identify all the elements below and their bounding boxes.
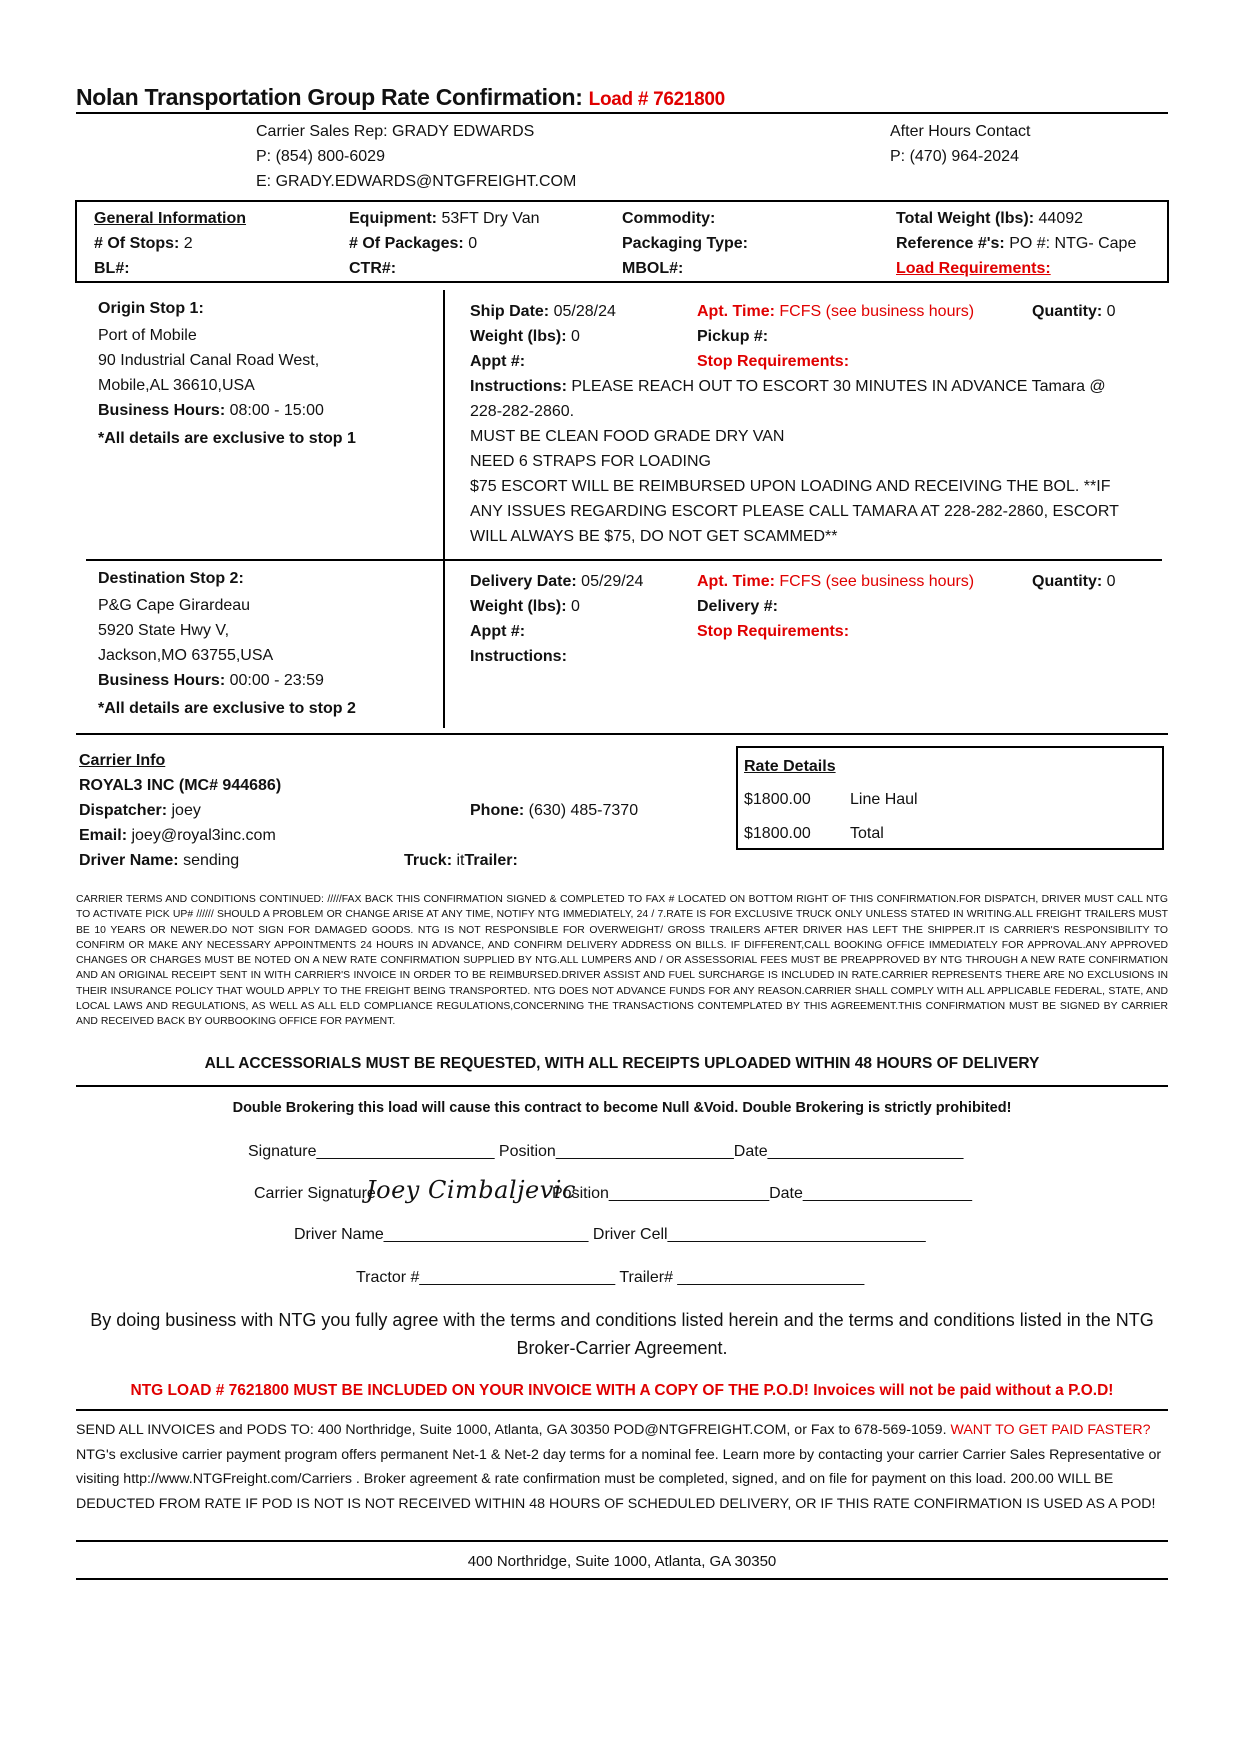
ctr-field: CTR#: <box>349 260 397 277</box>
sales-rep-phone: P: (854) 800-6029 <box>256 148 385 165</box>
mbol-field: MBOL#: <box>622 260 684 277</box>
stops-field: # Of Stops: 2 <box>94 235 193 252</box>
carrier-signature-position-date[interactable]: Position__________________Date___________________ <box>552 1185 972 1202</box>
origin-instructions: Instructions: PLEASE REACH OUT TO ESCORT 30 MINUTES IN ADVANCE Tamara @ <box>470 378 1106 395</box>
origin-instructions-line: MUST BE CLEAN FOOD GRADE DRY VAN <box>470 428 785 445</box>
destination-heading: Destination Stop 2: <box>98 570 244 587</box>
reference-field: Reference #'s: PO #: NTG- Cape <box>896 235 1137 252</box>
invoice-divider <box>76 1409 1168 1411</box>
origin-weight: Weight (lbs): 0 <box>470 328 580 345</box>
origin-name: Port of Mobile <box>98 327 197 344</box>
origin-instructions-line: NEED 6 STRAPS FOR LOADING <box>470 453 711 470</box>
sales-rep: Carrier Sales Rep: GRADY EDWARDS <box>256 123 535 140</box>
rate-row-amount: $1800.00 <box>744 825 811 842</box>
packages-field: # Of Packages: 0 <box>349 235 478 252</box>
footer-bottom-divider <box>76 1578 1168 1580</box>
origin-address: 90 Industrial Canal Road West, <box>98 352 320 369</box>
rate-details-heading: Rate Details <box>744 758 836 775</box>
double-brokering-notice: Double Brokering this load will cause this contract to become Null &Void. Double Brokering is strictly prohibited! <box>232 1100 1012 1116</box>
origin-exclusive-note: *All details are exclusive to stop 1 <box>98 430 356 447</box>
destination-apt-time: Apt. Time: FCFS (see business hours) <box>697 573 975 590</box>
origin-city: Mobile,AL 36610,USA <box>98 377 255 394</box>
accessorials-notice: ALL ACCESSORIALS MUST BE REQUESTED, WITH ALL RECEIPTS UPLOADED WITHIN 48 HOURS OF DELIVERY <box>204 1055 1040 1072</box>
carrier-signature-handwriting: Joey Cimbaljevic <box>366 1176 576 1204</box>
carrier-dispatcher: Dispatcher: joey <box>79 802 201 819</box>
total-weight-field: Total Weight (lbs): 44092 <box>896 210 1084 227</box>
packaging-field: Packaging Type: <box>622 235 748 252</box>
title-divider <box>76 112 1168 114</box>
destination-name: P&G Cape Girardeau <box>98 597 251 614</box>
rate-row-label: Line Haul <box>850 791 918 808</box>
load-number: Load # 7621800 <box>588 89 725 110</box>
destination-instructions: Instructions: <box>470 648 567 665</box>
destination-quantity: Quantity: 0 <box>1032 573 1116 590</box>
origin-heading: Origin Stop 1: <box>98 300 204 317</box>
page-title <box>76 84 725 111</box>
terms-and-conditions: CARRIER TERMS AND CONDITIONS CONTINUED: /////FAX BACK THIS CONFIRMATION SIGNED & COMPLETED TO FAX # LOCATED ON BOTTOM RIGHT OF THIS CONFIRMATION.FOR DISPATCH, DRIVER MUST CALL NTG TO ACTIVATE PICK UP# ////// SHOULD A PROBLEM OR CHANGE ARISE AT ANY TIME, NOTIFY NTG IMMEDIATELY, 24 / 7.RATE IS FOR EXCLUSIVE TRUCK ONLY UNLESS STATED IN WRITING.ALL FREIGHT TRAILERS MUST BE 10 YEARS OR NEWER.DO NOT SIGN FOR DAMAGED GOODS. NTG IS NOT RESPONSIBLE FOR OVERWEIGHT/ GROSS TRAILERS AFTER DRIVER HAS LEFT THE SHIPPER.IT IS CARRIER'S RESPONSIBILITY TO CONFIRM OR MAKE ANY NECESSARY APPOINTMENTS 24 HOURS IN ADVANCE, AND CONFIRM DELIVERY ADDRESS ON BILLS. IF DIFFERENT,CALL BOOKING OFFICE IMMEDIATELY FOR APPROVAL.ANY APPROVED CHANGES OR CHARGES MUST BE NOTED ON A NEW RATE CONFIRMATION SUPPLIED BY NTG.ALL LUMPERS AND / OR ASSESSORIAL FEES MUST BE PREAPPROVED BY NTG THROUGH A NEW RATE CONFIRMATION AND AN ORIGINAL RECEIPT SENT IN WITH CARRIER'S INVOICE IN ORDER TO BE REIMBURSED.DRIVER ASSIST AND FUEL SURCHARGE IS INCLUDED IN RATE.CARRIER REPRESENTS THERE ARE NO EXCLUSIONS IN THEIR INSURANCE POLICY THAT WOULD APPLY TO THE FREIGHT BEING TRANSPORTED. NTG DOES NOT ADVANCE FUNDS FOR ANY REASON.CARRIER SHALL COMPLY WITH ALL APPLICABLE FEDERAL, STATE, AND LOCAL LAWS AND REGULATIONS, AS WELL AS ALL ELD COMPLIANCE REGULATIONS,CONCERNING THE TRANSACTIONS CONTEMPLATED BY THIS AGREEMENT.THIS CONFIRMATION MUST BE SIGNED BY CARRIER AND RECEIVED BACK BY OURBOOKING OFFICE FOR PAYMENT. <box>76 894 1168 1028</box>
origin-pickup-number: Pickup #: <box>697 328 769 345</box>
load-requirements-label: Load Requirements: <box>896 260 1051 277</box>
stop-divider <box>86 559 1162 561</box>
origin-instructions-line: WILL ALWAYS BE $75, DO NOT GET SCAMMED** <box>470 528 838 545</box>
destination-stop-requirements: Stop Requirements: <box>697 623 850 640</box>
destination-delivery-number: Delivery #: <box>697 598 778 615</box>
carrier-signature-label[interactable]: Carrier Signature <box>254 1185 376 1202</box>
tractor-trailer-line[interactable]: Tractor #______________________ Trailer# _____________________ <box>356 1269 865 1286</box>
title-text: Nolan Transportation Group Rate Confirmation: <box>76 84 583 110</box>
carrier-name: ROYAL3 INC (MC# 944686) <box>79 777 282 794</box>
origin-quantity: Quantity: 0 <box>1032 303 1116 320</box>
destination-exclusive-note: *All details are exclusive to stop 2 <box>98 700 356 717</box>
agreement-notice: By doing business with NTG you fully agree with the terms and conditions listed herein and the terms and conditions listed in the NTG Broker-Carrier Agreement. <box>90 1310 1154 1358</box>
origin-instructions-line: 228-282-2860. <box>470 403 575 420</box>
signature-line[interactable]: Signature____________________ Position____________________Date______________________ <box>248 1143 964 1160</box>
origin-stop-requirements: Stop Requirements: <box>697 353 850 370</box>
destination-city: Jackson,MO 63755,USA <box>98 647 274 664</box>
origin-ship-date: Ship Date: 05/28/24 <box>470 303 616 320</box>
sales-rep-email: E: GRADY.EDWARDS@NTGFREIGHT.COM <box>256 173 577 190</box>
origin-instructions-line: $75 ESCORT WILL BE REIMBURSED UPON LOADING AND RECEIVING THE BOL. **IF <box>470 478 1111 495</box>
carrier-driver-name: Driver Name: sending <box>79 852 240 869</box>
origin-apt-time: Apt. Time: FCFS (see business hours) <box>697 303 975 320</box>
section-divider <box>76 733 1168 735</box>
destination-appt: Appt #: <box>470 623 526 640</box>
destination-hours: Business Hours: 00:00 - 23:59 <box>98 672 324 689</box>
equipment-field: Equipment: 53FT Dry Van <box>349 210 540 227</box>
carrier-phone: Phone: (630) 485-7370 <box>470 802 639 819</box>
invoice-warning: NTG LOAD # 7621800 MUST BE INCLUDED ON YOUR INVOICE WITH A COPY OF THE P.O.D! Invoices will not be paid without a P.O.D! <box>130 1382 1114 1399</box>
general-info-heading: General Information <box>94 210 247 227</box>
origin-instructions-line: ANY ISSUES REGARDING ESCORT PLEASE CALL TAMARA AT 228-282-2860, ESCORT <box>470 503 1119 520</box>
rate-row-label: Total <box>850 825 884 842</box>
rate-row-amount: $1800.00 <box>744 791 811 808</box>
stops-vertical-divider <box>443 290 445 728</box>
origin-hours: Business Hours: 08:00 - 15:00 <box>98 402 324 419</box>
notice-divider <box>76 1085 1168 1087</box>
commodity-field: Commodity: <box>622 210 716 227</box>
carrier-email: Email: joey@royal3inc.com <box>79 827 276 844</box>
invoice-instructions: SEND ALL INVOICES and PODS TO: 400 Northridge, Suite 1000, Atlanta, GA 30350 POD@NTGFREIGHT.COM, or Fax to 678-569-1059. WANT TO GET PAID FASTER? NTG's exclusive carrier payment program offers permanent Net-1 & Net-2 day terms for a nominal fee. Learn more by contacting your carrier Carrier Sales Representative or visiting http://www.NTGFreight.com/Carriers . Broker agreement & rate confirmation must be completed, signed, and on file for payment on this load. 200.00 WILL BE DEDUCTED FROM RATE IF POD IS NOT IS NOT RECEIVED WITHIN 48 HOURS OF SCHEDULED DELIVERY, OR IF THIS RATE CONFIRMATION IS USED AS A POD! <box>76 1422 1162 1512</box>
origin-appt: Appt #: <box>470 353 526 370</box>
driver-name-line[interactable]: Driver Name_______________________ Driver Cell_____________________________ <box>294 1226 926 1243</box>
destination-delivery-date: Delivery Date: 05/29/24 <box>470 573 644 590</box>
paid-faster-link: WANT TO GET PAID FASTER? <box>950 1422 1151 1438</box>
destination-weight: Weight (lbs): 0 <box>470 598 580 615</box>
footer-address: 400 Northridge, Suite 1000, Atlanta, GA 30350 <box>467 1553 777 1570</box>
after-hours-label: After Hours Contact <box>890 123 1031 140</box>
footer-divider <box>76 1540 1168 1542</box>
after-hours-phone: P: (470) 964-2024 <box>890 148 1019 165</box>
bl-field: BL#: <box>94 260 130 277</box>
destination-address: 5920 State Hwy V, <box>98 622 230 639</box>
carrier-info-heading: Carrier Info <box>79 752 166 769</box>
carrier-truck-trailer: Truck: itTrailer: <box>404 852 518 869</box>
